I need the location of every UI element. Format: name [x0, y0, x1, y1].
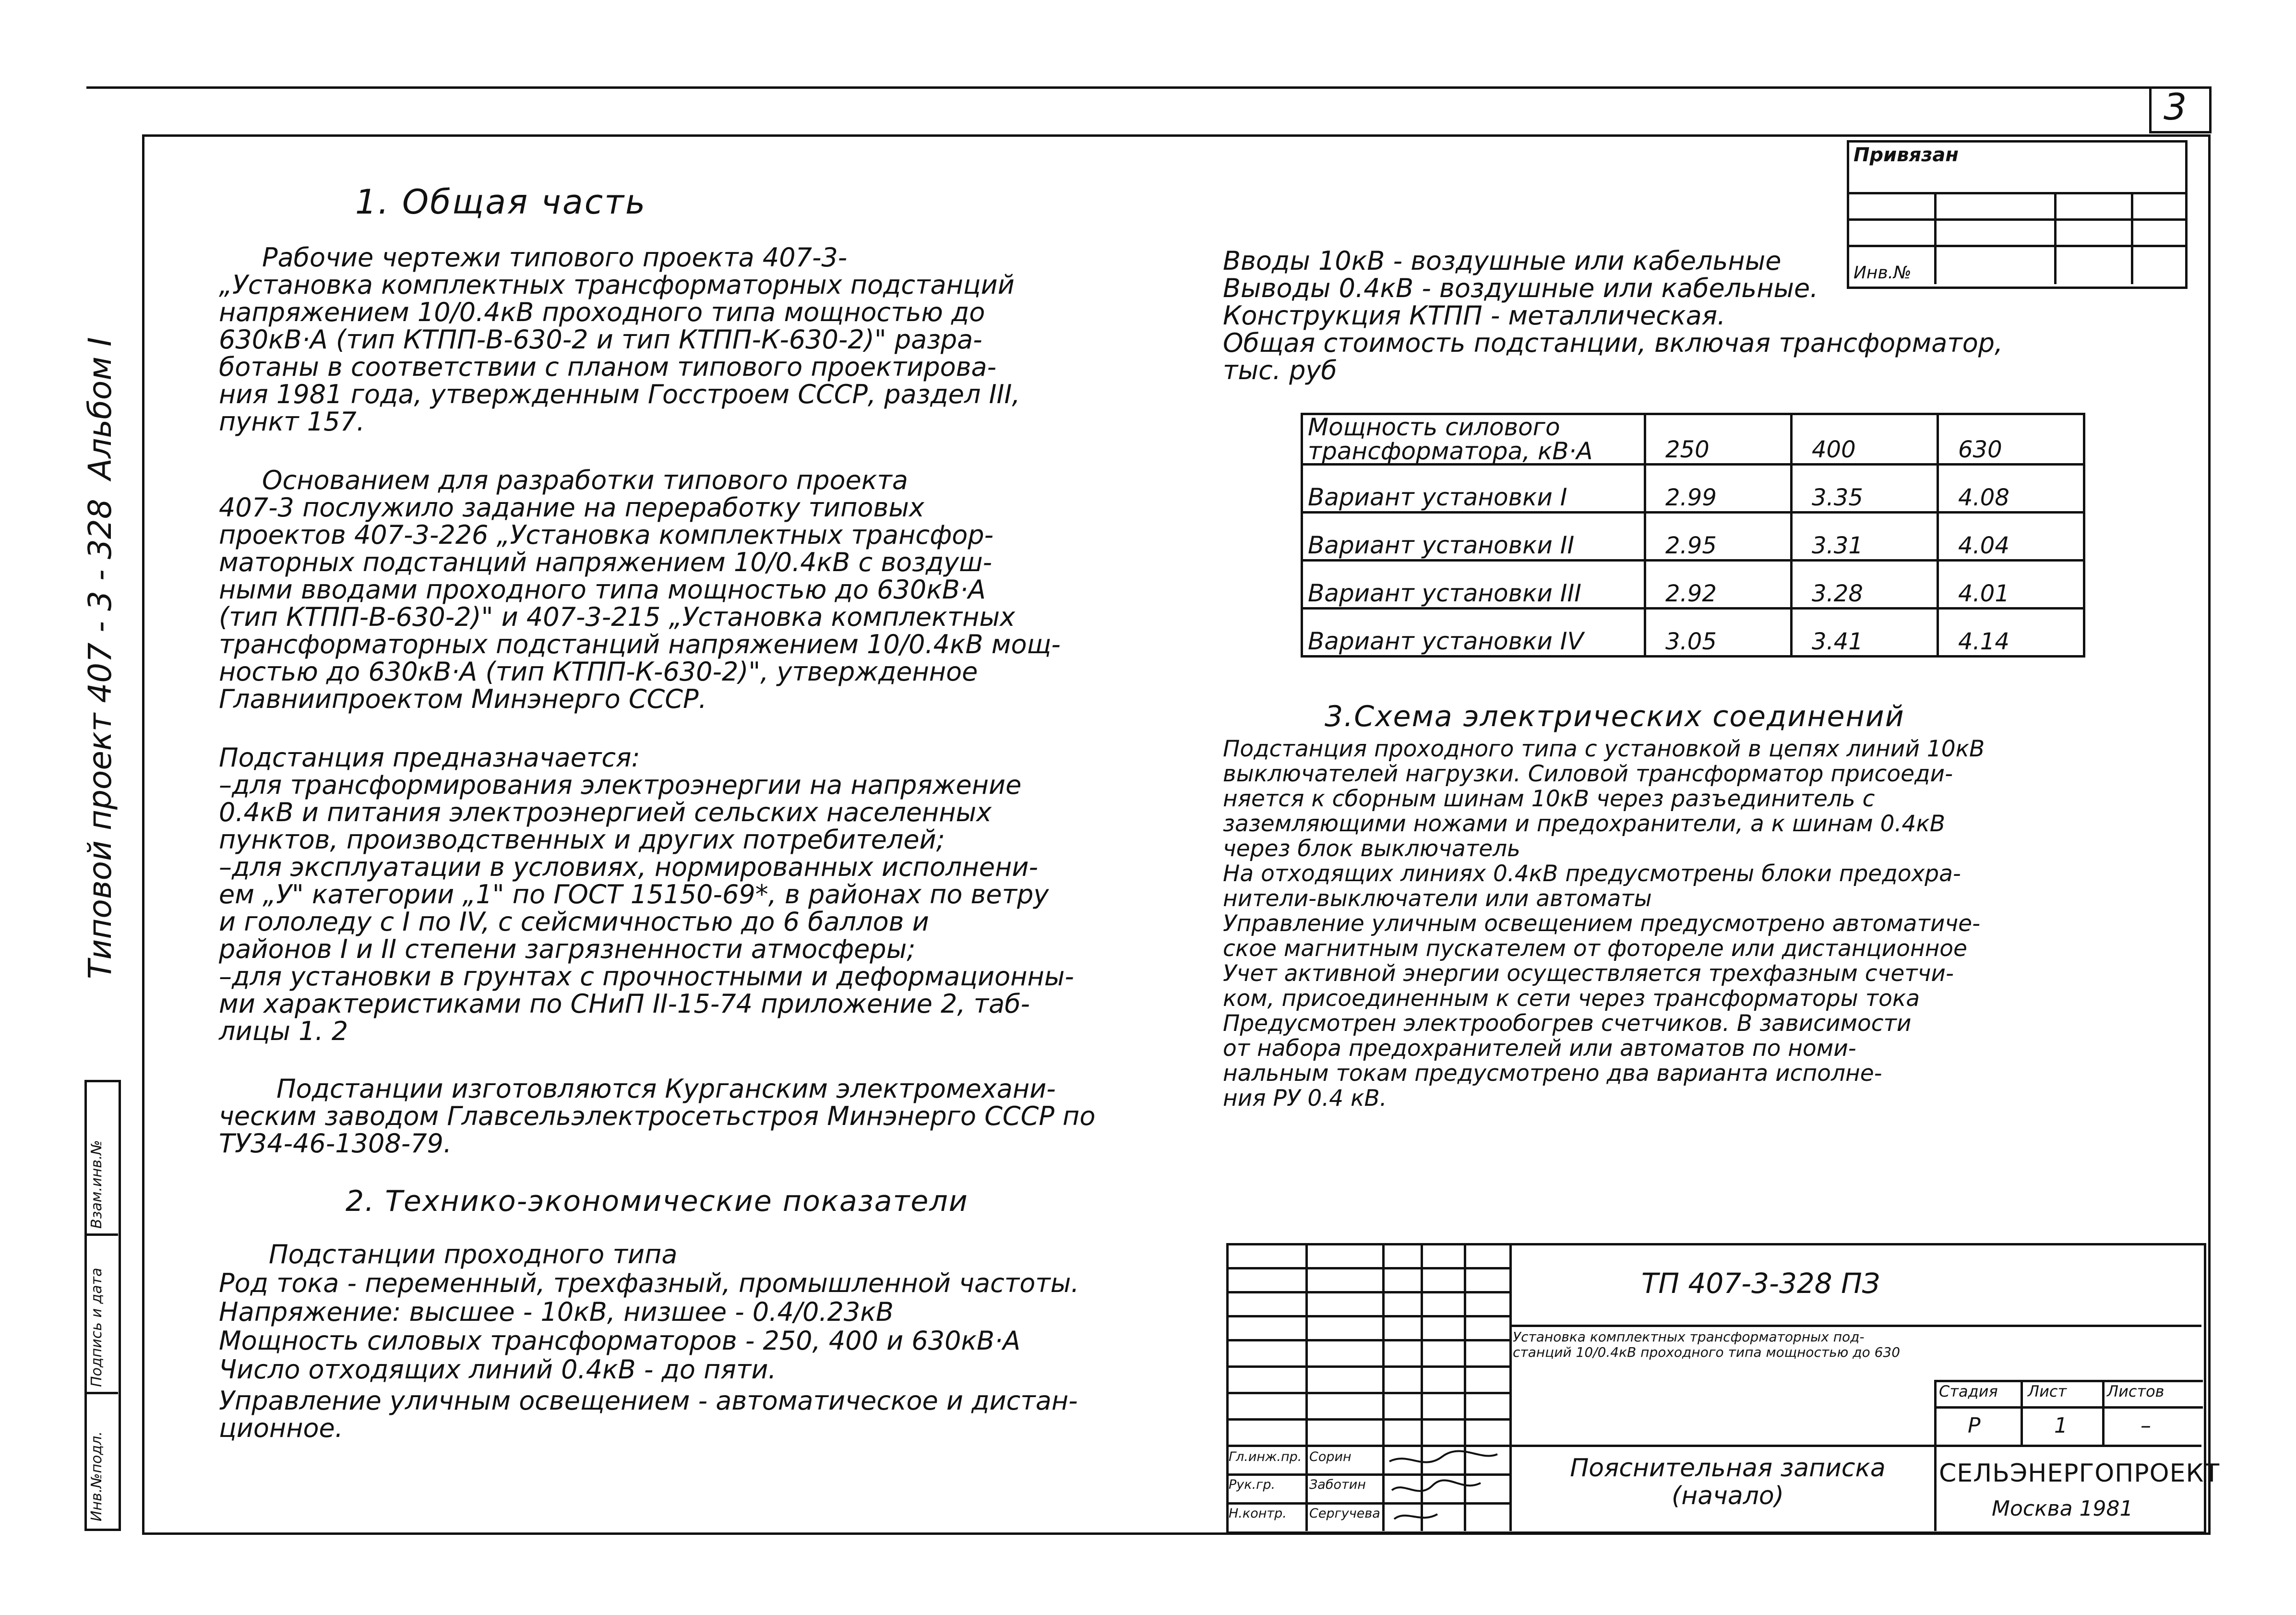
- table-cell: 4.08: [1938, 465, 2084, 513]
- section2-heading: 2. Технико-экономические показатели: [346, 1184, 969, 1218]
- binding-inv-label: Инв.№: [1854, 263, 1912, 283]
- doc-title: Установка комплектных трансформаторных под- станций 10/0.4кВ проходного типа мощностью до 630: [1513, 1329, 1901, 1360]
- margin-cell-original-inv: Инв.№подл.: [88, 1431, 105, 1521]
- tb-line: [1226, 1418, 1509, 1421]
- city-year: Москва 1981: [1992, 1496, 2133, 1521]
- side-project-label: [82, 499, 119, 979]
- table-cell: 4.01: [1938, 561, 2084, 609]
- table-cell: 2.99: [1645, 465, 1792, 513]
- table-cell: 3.05: [1645, 609, 1792, 657]
- tb-line: [1226, 1267, 1509, 1269]
- table-row: [1302, 465, 2084, 513]
- sheets-header: Листов: [2107, 1382, 2164, 1400]
- table-cell: 3.41: [1792, 609, 1938, 657]
- doc-code: ТП 407-3-328 ПЗ: [1641, 1267, 1880, 1300]
- cost-table: [1301, 413, 2085, 658]
- section1-paragraph-1: Рабочие чертежи типового проекта 407-3- „Установка комплектных трансформаторных подстанций напряжением 10/0.4кВ проходного типа мощностью до 630кВ·А (тип КТПП-В-630-2 и тип КТПП-К-630-2)" разра- ботаны в соответствии с планом типового проектирова- ния 1981 года, утвержденным Госстроем СССР, раздел III, пункт 157.: [219, 242, 1020, 437]
- table-cell: 2.95: [1645, 513, 1792, 561]
- signer-role: Рук.гр.: [1229, 1477, 1276, 1492]
- section2-subheading: Подстанции проходного типа: [269, 1239, 678, 1269]
- sheets-value: –: [2141, 1413, 2151, 1438]
- signer-role: Н.контр.: [1229, 1506, 1287, 1521]
- stamp-line: [1847, 218, 2185, 221]
- tb-line: [1226, 1339, 1509, 1341]
- section3-heading: 3.Схема электрических соединений: [1325, 700, 1905, 733]
- section3-text: Подстанция проходного типа с установкой в цепях линий 10кВ выключателей нагрузки. Силовой трансформатор присоеди- няется к сборным шинам 10кВ через разъединитель с заземляющими ножами и предохранители, а к шинам 0.4кВ через блок выключатель На отходящих линиях 0.4кВ предусмотрены блоки предохра- нители-выключатели или автоматы Управление уличным освещением предусмотрено автоматиче- ское магнитным пускателем от фотореле или дистанционное Учет активной энергии осуществляется трехфазным счетчи- ком, присоединенным к сети через трансформаторы тока Предусмотрен электрообогрев счетчиков. В зависимости от набора предохранителей или автоматов по номи- нальным токам предусмотрено два варианта исполне- ния РУ 0.4 кВ.: [1223, 736, 1985, 1112]
- tb-line: [2021, 1380, 2023, 1445]
- margin-divider: [84, 1392, 118, 1394]
- tb-line: [2102, 1380, 2105, 1445]
- signer-name: Сорин: [1309, 1449, 1351, 1464]
- table-row: [1302, 513, 2084, 561]
- stamp-line: [1847, 192, 2185, 194]
- section2-line-current: Род тока - переменный, трехфазный, промышленной частоты.: [219, 1268, 1079, 1298]
- table-row: [1302, 414, 2084, 465]
- table-cell: 3.35: [1792, 465, 1938, 513]
- sheet-name: Пояснительная записка (начало): [1570, 1454, 1886, 1510]
- signer-name: Сергучева: [1309, 1506, 1380, 1521]
- page-number: 3: [2164, 85, 2187, 128]
- table-header-power: 630: [1938, 414, 2084, 465]
- table-row-label: Вариант установки I: [1302, 465, 1645, 513]
- table-cell: 3.28: [1792, 561, 1938, 609]
- tb-line: [1509, 1243, 1512, 1531]
- table-header-label: Мощность силового трансформатора, кВ·А: [1302, 414, 1645, 465]
- table-row: [1302, 609, 2084, 657]
- stage-header: Стадия: [1939, 1382, 1998, 1400]
- section2-line-lighting: Управление уличным освещением - автоматическое и дистан- ционное.: [219, 1386, 1078, 1443]
- section2-line-power: Мощность силовых трансформаторов - 250, 400 и 630кВ·А: [219, 1326, 1021, 1356]
- table-row: [1302, 561, 2084, 609]
- organization: СЕЛЬЭНЕРГОПРОЕКТ: [1939, 1459, 2220, 1488]
- signer-name: Заботин: [1309, 1477, 1366, 1492]
- table-row-label: Вариант установки II: [1302, 513, 1645, 561]
- tb-line: [1509, 1325, 2201, 1327]
- section2-line-voltage: Напряжение: высшее - 10кВ, низшее - 0.4/0.23кВ: [219, 1297, 894, 1327]
- right-intro: Вводы 10кВ - воздушные или кабельные Выводы 0.4кВ - воздушные или кабельные. Конструкция КТПП - металлическая. Общая стоимость подстанции, включая трансформатор, тыс. руб: [1223, 246, 2003, 385]
- section1-heading: 1. Общая часть: [355, 182, 647, 222]
- table-cell: 3.31: [1792, 513, 1938, 561]
- tb-line: [1226, 1392, 1509, 1394]
- tb-line: [1934, 1406, 2203, 1409]
- signer-role: Гл.инж.пр.: [1229, 1449, 1302, 1464]
- binding-title: Привязан: [1854, 144, 1959, 166]
- stamp-line: [2131, 192, 2133, 284]
- stage-value: Р: [1968, 1413, 1981, 1438]
- margin-cell-signature-date: Подпись и дата: [88, 1268, 105, 1387]
- table-header-power: 400: [1792, 414, 1938, 465]
- table-row-label: Вариант установки IV: [1302, 609, 1645, 657]
- top-rule: [86, 86, 2208, 89]
- sheet-header: Лист: [2028, 1382, 2067, 1400]
- section2-line-outgoing: Число отходящих линий 0.4кВ - до пяти.: [219, 1354, 777, 1385]
- section1-paragraph-2: Основанием для разработки типового проекта 407-3 послужило задание на переработку типовых проектов 407-3-226 „Установка комплектных трансфор- маторных подстанций напряжением 10/0.4кВ с воздуш- ными вводами проходного типа мощностью до 630кВ·А (тип КТПП-В-630-2)" и 407-3-215 „Установка комплектных трансформаторных подстанций напряжением 10/0.4кВ мощ- ностью до 630кВ·А (тип КТПП-К-630-2)", утвержденное Главниипроектом Минэнерго СССР.: [219, 465, 1061, 714]
- table-header-power: 250: [1645, 414, 1792, 465]
- side-album-label: [82, 337, 119, 480]
- table-cell: 4.14: [1938, 609, 2084, 657]
- signature-scribbles: [1385, 1447, 1505, 1529]
- album-number: Альбом I: [82, 337, 119, 480]
- table-cell: 2.92: [1645, 561, 1792, 609]
- margin-cell-replace-inv: Взам.инв.№: [88, 1140, 105, 1229]
- tb-line: [1509, 1445, 2201, 1447]
- margin-divider: [84, 1233, 118, 1236]
- tb-line: [1305, 1243, 1308, 1531]
- tb-line: [1226, 1315, 1509, 1317]
- tb-line: [1226, 1291, 1509, 1293]
- section1-paragraph-4: Подстанции изготовляются Курганским электромехани- ческим заводом Главсельэлектросетьстроя Минэнерго СССР по ТУ34-46-1308-79.: [219, 1074, 1096, 1159]
- sheet-value: 1: [2054, 1413, 2068, 1438]
- table-row-label: Вариант установки III: [1302, 561, 1645, 609]
- table-cell: 4.04: [1938, 513, 2084, 561]
- side-project-number: Типовой проект 407 - 3 - 328: [82, 499, 119, 979]
- tb-line: [1226, 1365, 1509, 1368]
- section1-paragraph-3: Подстанция предназначается: –для трансформирования электроэнергии на напряжение 0.4кВ и питания электроэнергией сельских населенных пунктов, производственных и других потребителей; –для эксплуатации в условиях, нормированных исполнени- ем „У" категории „1" по ГОСТ 15150-69*, в районах по ветру и гололеду с I по IV, с сейсмичностью до 6 баллов и районов I и II степени загрязненности атмосферы; –для установки в грунтах с прочностными и деформационны- ми характеристиками по СНиП II-15-74 приложение 2, таб- лицы 1. 2: [219, 742, 1074, 1046]
- tb-line: [1934, 1380, 1937, 1531]
